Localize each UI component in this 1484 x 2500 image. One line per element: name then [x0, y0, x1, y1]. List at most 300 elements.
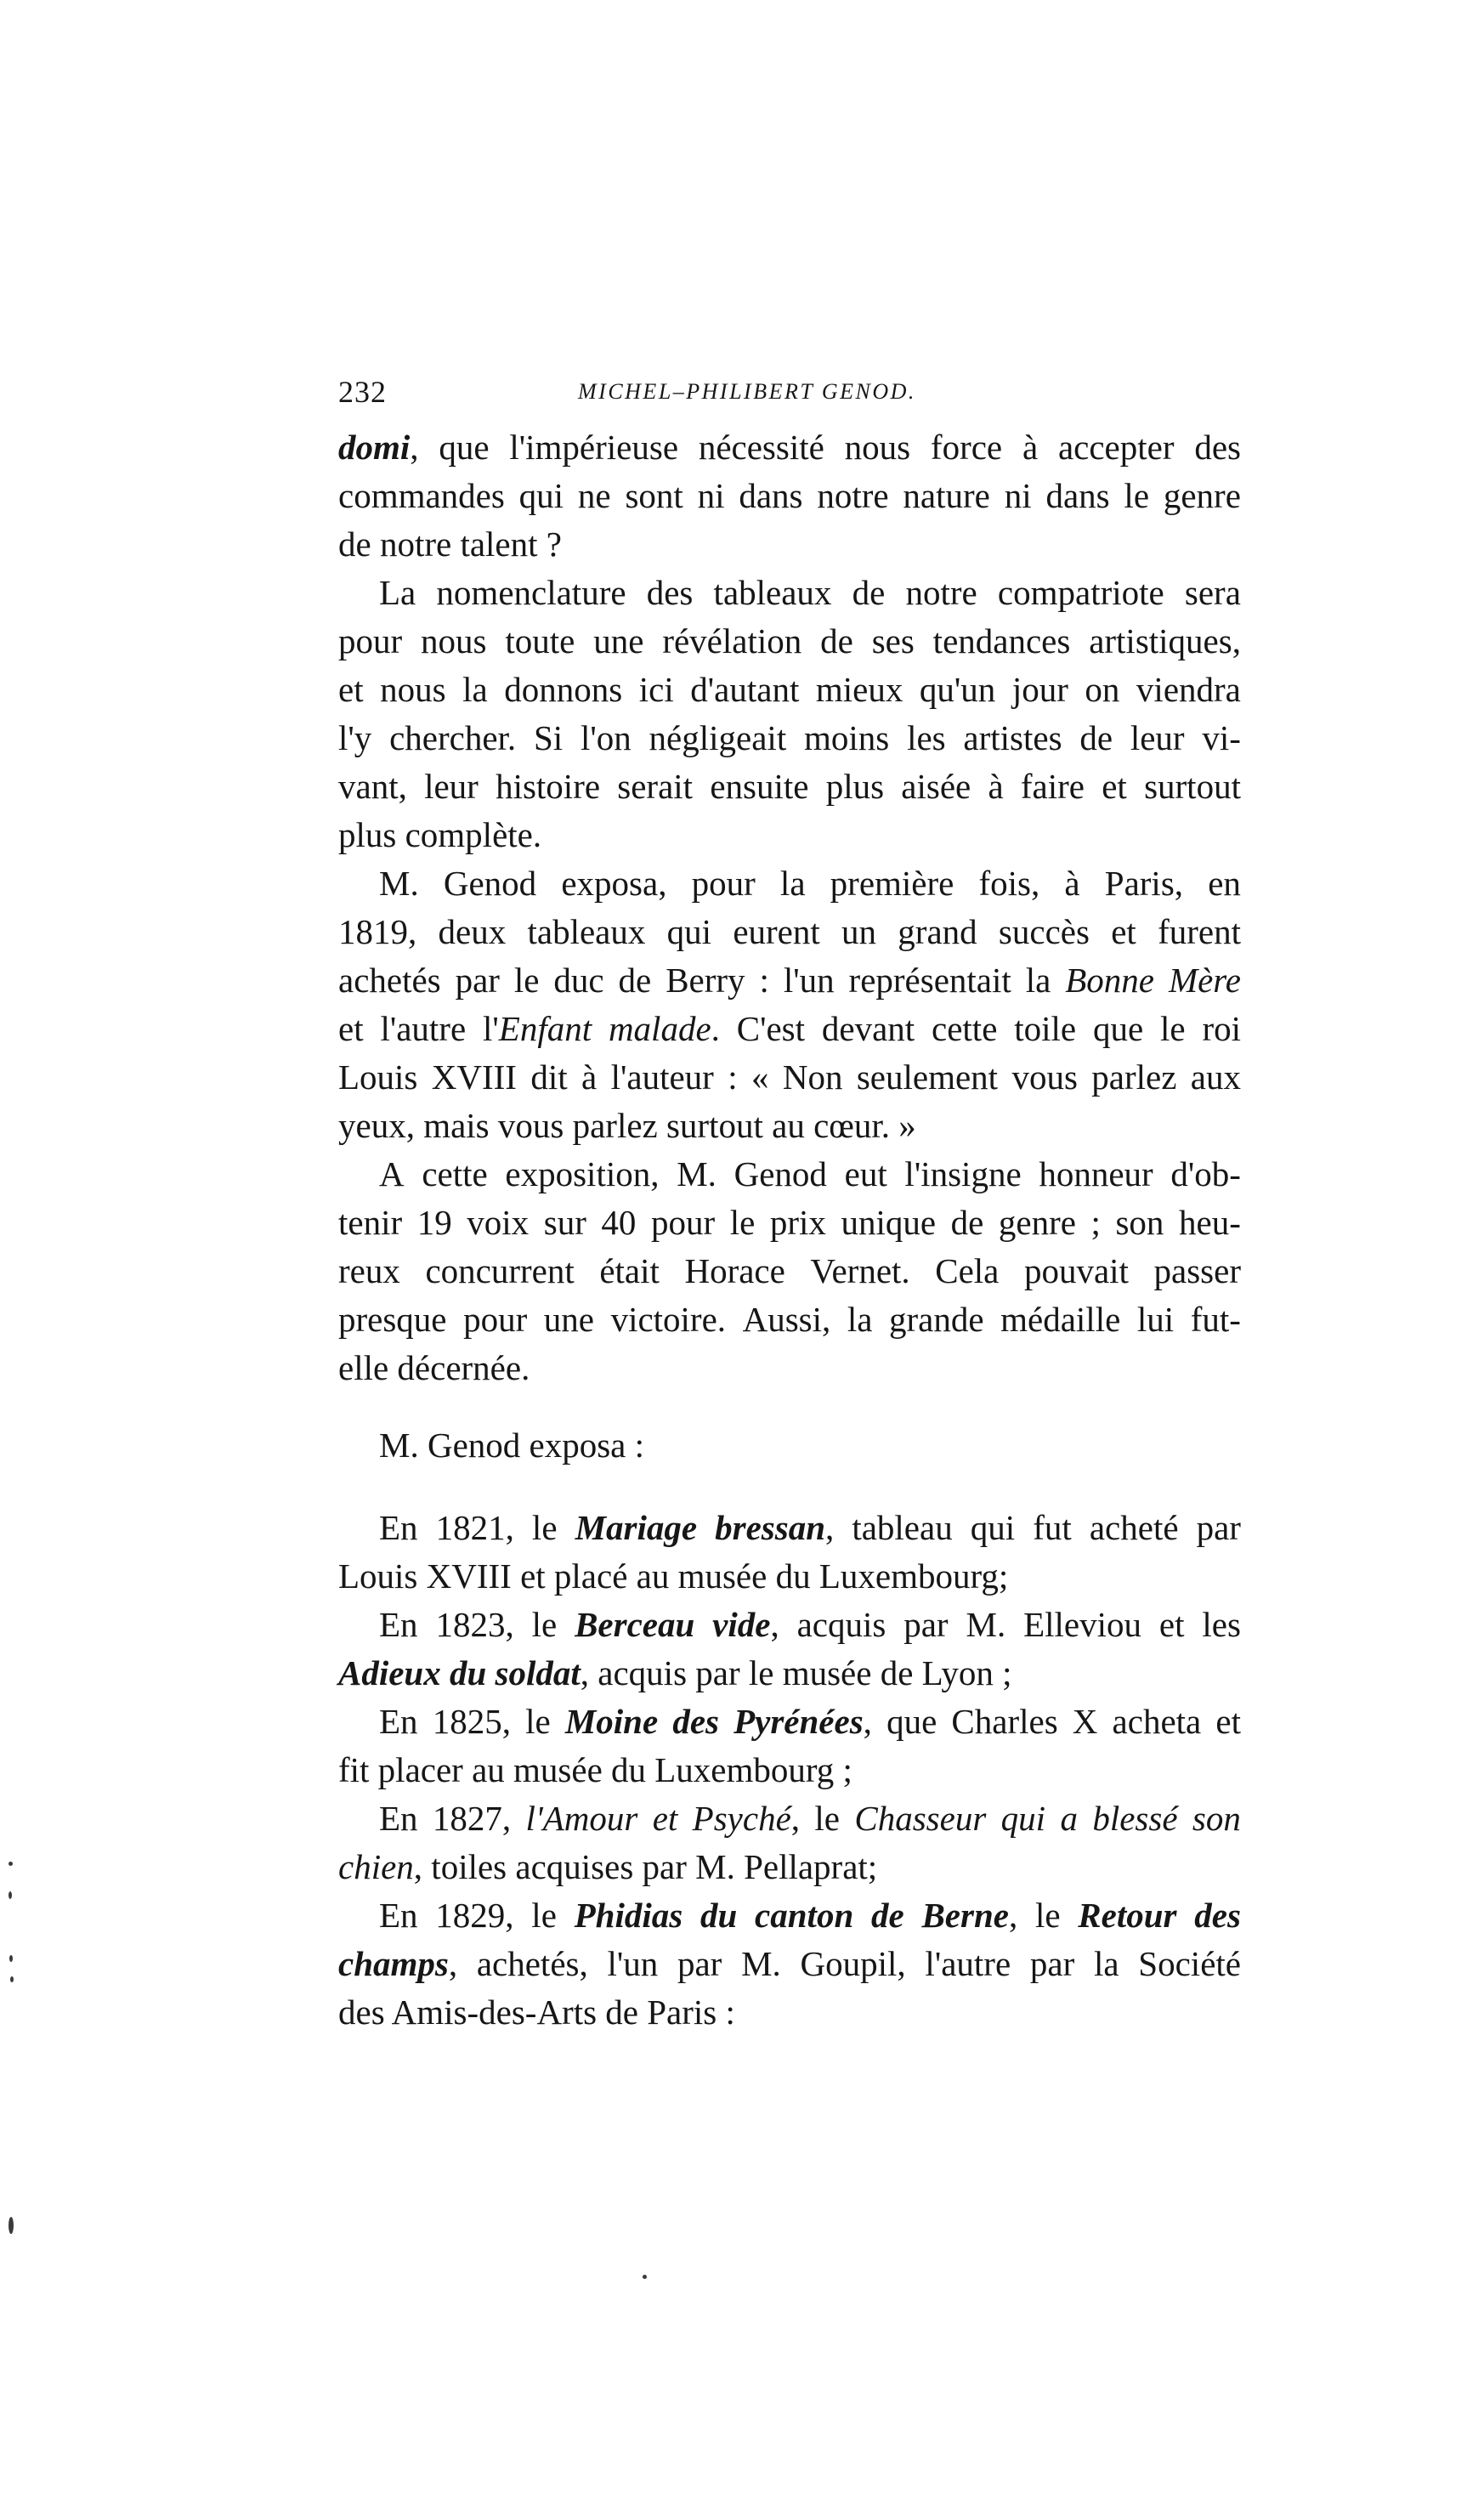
word: [338, 762, 407, 811]
page-header: [338, 374, 1239, 417]
plain-text: tableaux: [527, 912, 646, 951]
plain-text: pour: [338, 621, 403, 660]
plain-text: de: [852, 573, 886, 612]
plain-text: compatriote: [997, 573, 1164, 612]
emphasis-text: Enfant: [498, 1009, 592, 1048]
plain-text: qui: [518, 476, 564, 515]
plain-text: et: [338, 1009, 364, 1048]
word: [826, 762, 884, 811]
word: [904, 1150, 1021, 1199]
word: [1111, 908, 1136, 956]
plain-text: qu'un: [919, 670, 996, 709]
emphasis-text: l'Amour: [525, 1799, 638, 1838]
plain-text: ,: [790, 1799, 801, 1838]
text-line: [338, 1698, 1241, 1746]
emphasis-text: Chasseur: [854, 1799, 987, 1838]
word: [903, 1601, 948, 1649]
word: [841, 908, 876, 956]
word: [338, 1295, 447, 1344]
plain-text: grand: [898, 912, 977, 951]
plain-text: serait: [617, 767, 694, 806]
plain-text: l'impérieuse: [509, 428, 679, 467]
emphasis-text: canton: [755, 1896, 854, 1935]
word: [338, 1005, 364, 1053]
word: [1115, 1199, 1164, 1247]
word: [988, 762, 1003, 811]
word: [963, 714, 1062, 762]
plain-text: pour: [691, 864, 756, 903]
word: [1136, 666, 1241, 714]
word: [714, 569, 832, 617]
word: [730, 1199, 756, 1247]
emphasis-text: Berne: [921, 1896, 1009, 1935]
plain-text: Vernet.: [810, 1251, 910, 1290]
plain-text: d'autant: [690, 670, 800, 709]
word: [1035, 1891, 1061, 1940]
plain-text: Si: [533, 718, 564, 757]
text-line: [338, 617, 1241, 666]
word: [925, 1940, 1011, 1988]
text-line: [338, 1649, 1241, 1698]
plain-text: de: [618, 961, 652, 1000]
word: [780, 859, 806, 908]
plain-text: roi: [1202, 1009, 1241, 1048]
plain-text: seulement: [856, 1057, 999, 1097]
plain-text: victoire.: [610, 1300, 727, 1339]
word: [514, 956, 540, 1005]
word: [847, 1295, 873, 1344]
word: [1065, 956, 1154, 1005]
word: [692, 859, 756, 908]
word: [677, 1150, 717, 1199]
plain-text: leur: [424, 767, 479, 806]
word: [436, 569, 626, 617]
word: [1058, 423, 1175, 472]
plain-text: l'insigne: [904, 1154, 1022, 1193]
plain-text: acheta: [1112, 1702, 1202, 1741]
plain-text: En: [379, 1896, 418, 1935]
plain-text: une: [593, 621, 644, 660]
plain-text: eurent: [733, 912, 820, 951]
plain-text: ni: [697, 476, 725, 515]
word: [380, 1005, 466, 1053]
word: [698, 472, 725, 520]
word: [801, 1940, 906, 1988]
word: [338, 666, 364, 714]
word: [672, 1698, 719, 1746]
word: [1094, 1940, 1119, 1988]
word: [531, 1891, 557, 1940]
word: [1179, 1199, 1241, 1247]
word: [526, 1794, 638, 1843]
word: [505, 1150, 659, 1199]
plain-text: l': [483, 1009, 499, 1048]
plain-text: C'est: [736, 1009, 806, 1048]
emphasis-text: de: [871, 1896, 904, 1935]
word: [1060, 1794, 1078, 1843]
plain-text: l'autre: [925, 1944, 1011, 1983]
running-title: MICHEL–PHILIBERT GENOD.: [578, 379, 916, 404]
word: [1138, 1940, 1241, 1988]
word: [1093, 1005, 1143, 1053]
word: [1194, 423, 1241, 472]
word: [338, 1199, 402, 1247]
plain-text: 1821,: [435, 1508, 514, 1547]
word: [816, 666, 903, 714]
plain-text: Cela: [935, 1251, 1000, 1290]
word: [1202, 714, 1241, 762]
plain-text: eut: [844, 1154, 887, 1193]
plain-text: prix: [769, 1203, 826, 1242]
plain-text: cette: [932, 1009, 998, 1048]
text-line: [338, 1053, 1241, 1102]
plain-text: ,: [410, 428, 419, 467]
word: [1164, 472, 1241, 520]
plain-text: par: [1196, 1508, 1241, 1547]
word: [1005, 472, 1032, 520]
plain-text: nature: [903, 476, 990, 515]
plain-text: vant,: [338, 767, 407, 806]
word: [662, 617, 801, 666]
word: [907, 714, 946, 762]
word: [532, 1601, 558, 1649]
word: [424, 762, 479, 811]
plain-text: qui: [970, 1508, 1016, 1547]
plain-text: et: [1102, 767, 1127, 806]
word: [737, 1005, 805, 1053]
plain-text: ;: [1090, 1203, 1101, 1242]
plain-text: donnons: [504, 670, 623, 709]
text-line: [338, 1601, 1241, 1649]
plain-text: ensuite: [710, 767, 809, 806]
word: [553, 956, 603, 1005]
plain-text: ,: [1008, 1896, 1018, 1935]
word: [1159, 1601, 1185, 1649]
plain-text: nous: [380, 670, 446, 709]
word: [849, 956, 1011, 1005]
text-line: [338, 859, 1241, 908]
plain-text: les: [907, 718, 946, 757]
word: [1024, 1247, 1129, 1295]
plain-text: dans: [739, 476, 803, 515]
word: [444, 859, 536, 908]
plain-text: le: [729, 1203, 756, 1242]
word: [1022, 423, 1038, 472]
plain-text: toile: [1014, 1009, 1077, 1048]
word: [751, 1053, 769, 1102]
word: [1124, 472, 1149, 520]
text-line: [338, 1102, 1241, 1150]
plain-text: artistiques,: [1089, 621, 1241, 660]
word: [1078, 1891, 1176, 1940]
plain-text: 40: [601, 1203, 637, 1242]
plain-text: genre: [998, 1203, 1076, 1242]
plain-text: de: [950, 1203, 984, 1242]
word: [979, 859, 1040, 908]
word: [575, 1601, 694, 1649]
plain-text: que: [886, 1702, 937, 1741]
word: [581, 714, 632, 762]
plain-text: et: [1158, 1605, 1185, 1644]
text-line: [338, 908, 1241, 956]
plain-text: le: [513, 961, 540, 1000]
plain-text: ici: [638, 670, 674, 709]
text-line: [338, 520, 1241, 569]
plain-text: l'y: [338, 718, 372, 757]
text-line: [338, 569, 1241, 617]
word: [1130, 714, 1185, 762]
word: [921, 1891, 1017, 1940]
plain-text: l'autre: [380, 1009, 467, 1048]
plain-text: notre: [905, 573, 977, 612]
emphasis-text: vide: [712, 1605, 771, 1644]
word: [435, 1601, 513, 1649]
plain-text: des Amis-des-Arts de Paris :: [338, 1993, 735, 2032]
emphasis-text: Mariage: [575, 1508, 698, 1547]
plain-text: faire: [1020, 767, 1085, 806]
word: [1202, 1005, 1241, 1053]
plain-text: Aussi,: [742, 1300, 831, 1339]
word: [436, 1504, 514, 1552]
plain-text: son: [1115, 1203, 1164, 1242]
plain-text: X: [1072, 1702, 1098, 1741]
plain-text: fut-: [1190, 1300, 1241, 1339]
word: [710, 762, 808, 811]
plain-text: elle décernée.: [338, 1348, 530, 1387]
plain-text: , toiles acquises par M. Pellaprat;: [413, 1847, 878, 1886]
plain-text: la: [1025, 961, 1051, 1000]
word: [379, 569, 416, 617]
word: [338, 956, 441, 1005]
emphasis-text: qui: [1000, 1799, 1046, 1838]
word: [699, 423, 824, 472]
word: [1039, 1150, 1153, 1199]
word: [530, 1053, 567, 1102]
plain-text: leur: [1130, 718, 1185, 757]
word: [1026, 956, 1051, 1005]
plain-text: ,: [448, 1944, 458, 1983]
word: [439, 423, 489, 472]
plain-text: En: [379, 1799, 418, 1838]
plain-text: à: [988, 767, 1004, 806]
word: [1170, 1150, 1241, 1199]
plain-text: «: [750, 1057, 769, 1097]
word: [759, 956, 768, 1005]
word: [741, 1940, 781, 1988]
word: [527, 908, 645, 956]
plain-text: acquis: [796, 1605, 886, 1644]
plain-text: M.: [379, 864, 419, 903]
plain-text: La: [379, 573, 416, 612]
text-line: [338, 811, 1241, 859]
plain-text: que: [1092, 1009, 1144, 1048]
plain-text: commandes: [338, 476, 505, 515]
word: [338, 472, 505, 520]
word: [1113, 1698, 1202, 1746]
plain-text: et: [1215, 1702, 1241, 1741]
plain-text: En: [379, 1605, 418, 1644]
plain-text: le: [531, 1605, 558, 1644]
text-line: [338, 1746, 1241, 1794]
word: [379, 1601, 418, 1649]
plain-text: le: [1124, 476, 1150, 515]
word: [1000, 1295, 1120, 1344]
plain-text: à: [1064, 864, 1080, 903]
word: [971, 1504, 1015, 1552]
plain-text: surtout: [1144, 767, 1241, 806]
plain-text: Non: [782, 1057, 843, 1097]
plain-text: nécessité: [698, 428, 824, 467]
word: [677, 1940, 722, 1988]
plain-text: mieux: [815, 670, 903, 709]
word: [733, 908, 819, 956]
plain-text: duc: [553, 961, 604, 1000]
plain-text: grande: [889, 1300, 984, 1339]
word: [519, 472, 564, 520]
text-line: [338, 1421, 1241, 1470]
word: [935, 1247, 999, 1295]
word: [1102, 762, 1127, 811]
plain-text: une: [543, 1300, 594, 1339]
plain-text: ,: [770, 1605, 779, 1644]
word: [421, 617, 486, 666]
word: [462, 666, 488, 714]
word: [1011, 1053, 1077, 1102]
plain-text: :: [759, 961, 769, 1000]
word: [581, 1053, 597, 1102]
emphasis-text: son: [1192, 1799, 1241, 1838]
plain-text: le: [1034, 1896, 1061, 1935]
emphasis-text: blessé: [1092, 1799, 1178, 1838]
plain-text: notre: [817, 476, 889, 515]
text-line: [338, 714, 1241, 762]
plain-text: pour: [463, 1300, 528, 1339]
text-line: [338, 1247, 1241, 1295]
word: [439, 908, 507, 956]
word: [1064, 859, 1079, 908]
word: [797, 1601, 886, 1649]
word: [715, 1504, 834, 1552]
plain-text: le: [531, 1896, 557, 1935]
emphasis-text: chien: [338, 1847, 414, 1886]
plain-text: accepter: [1057, 428, 1175, 467]
plain-text: sur: [543, 1203, 586, 1242]
word: [1191, 1295, 1241, 1344]
text-line: [338, 1988, 1241, 2037]
plain-text: genre: [1163, 476, 1241, 515]
word: [1023, 1601, 1141, 1649]
plain-text: Société: [1138, 1944, 1241, 1983]
plain-text: de: [1079, 718, 1113, 757]
emphasis-text: des: [672, 1702, 719, 1741]
word: [1073, 1698, 1098, 1746]
plain-text: qui: [666, 912, 712, 951]
plain-text: fit placer au musée du Luxembourg ;: [338, 1750, 852, 1789]
word: [505, 617, 575, 666]
plain-text: vous: [1011, 1057, 1078, 1097]
word: [653, 1794, 678, 1843]
word: [901, 762, 971, 811]
word: [830, 859, 954, 908]
word: [611, 1295, 726, 1344]
text-line: [338, 1150, 1241, 1199]
plain-text: cette: [422, 1154, 488, 1193]
word: [599, 1247, 660, 1295]
plain-text: exposition,: [505, 1154, 660, 1193]
word: [607, 1940, 658, 1988]
plain-text: Charles: [951, 1702, 1058, 1741]
word: [456, 956, 500, 1005]
word: [561, 859, 666, 908]
plain-text: devant: [821, 1009, 915, 1048]
plain-text: plus: [825, 767, 885, 806]
plain-text: 1819,: [338, 912, 417, 951]
plain-text: M.: [741, 1944, 781, 1983]
plain-text: la: [462, 670, 488, 709]
plain-text: des: [1194, 428, 1241, 467]
page-number: 232: [338, 375, 387, 409]
plain-text: jour: [1011, 670, 1068, 709]
plain-text: était: [599, 1251, 660, 1290]
plain-text: nous: [844, 428, 911, 467]
scan-speck: [9, 1955, 13, 1962]
word: [617, 762, 693, 811]
word: [1092, 1794, 1177, 1843]
word: [999, 1199, 1076, 1247]
plain-text: par: [903, 1605, 949, 1644]
text-line: [338, 1504, 1241, 1552]
word: [712, 1601, 779, 1649]
word: [734, 1698, 872, 1746]
text-line: [338, 1794, 1241, 1843]
word: [338, 1053, 417, 1102]
plain-text: ses: [871, 621, 915, 660]
text-line: [338, 1344, 1241, 1392]
plain-text: l'un: [783, 961, 835, 1000]
plain-text: dans: [1045, 476, 1110, 515]
word: [433, 1698, 511, 1746]
word: [338, 423, 419, 472]
plain-text: pouvait: [1023, 1251, 1129, 1290]
plain-text: fut: [1033, 1508, 1072, 1547]
word: [1012, 666, 1068, 714]
text-line: [338, 1005, 1241, 1053]
plain-text: parlez: [1091, 1057, 1177, 1097]
word: [379, 1504, 418, 1552]
word: [593, 617, 643, 666]
emphasis-text: Moine: [564, 1702, 659, 1741]
word: [463, 1295, 527, 1344]
word: [770, 1199, 826, 1247]
plain-text: un: [841, 912, 877, 951]
word: [932, 1005, 997, 1053]
word: [822, 1005, 915, 1053]
plain-text: par: [677, 1944, 722, 1983]
emphasis-text: du: [700, 1896, 738, 1935]
word: [1091, 1199, 1101, 1247]
word: [693, 1794, 800, 1843]
plain-text: et: [1111, 912, 1136, 951]
text-line: [338, 956, 1241, 1005]
plain-text: M. Genod exposa :: [379, 1426, 645, 1465]
word: [728, 1053, 737, 1102]
emphasis-text: Mère: [1168, 961, 1241, 1000]
plain-text: furent: [1158, 912, 1241, 951]
word: [544, 1199, 586, 1247]
word: [1160, 1005, 1186, 1053]
word: [951, 1698, 1057, 1746]
plain-text: ne: [577, 476, 611, 515]
